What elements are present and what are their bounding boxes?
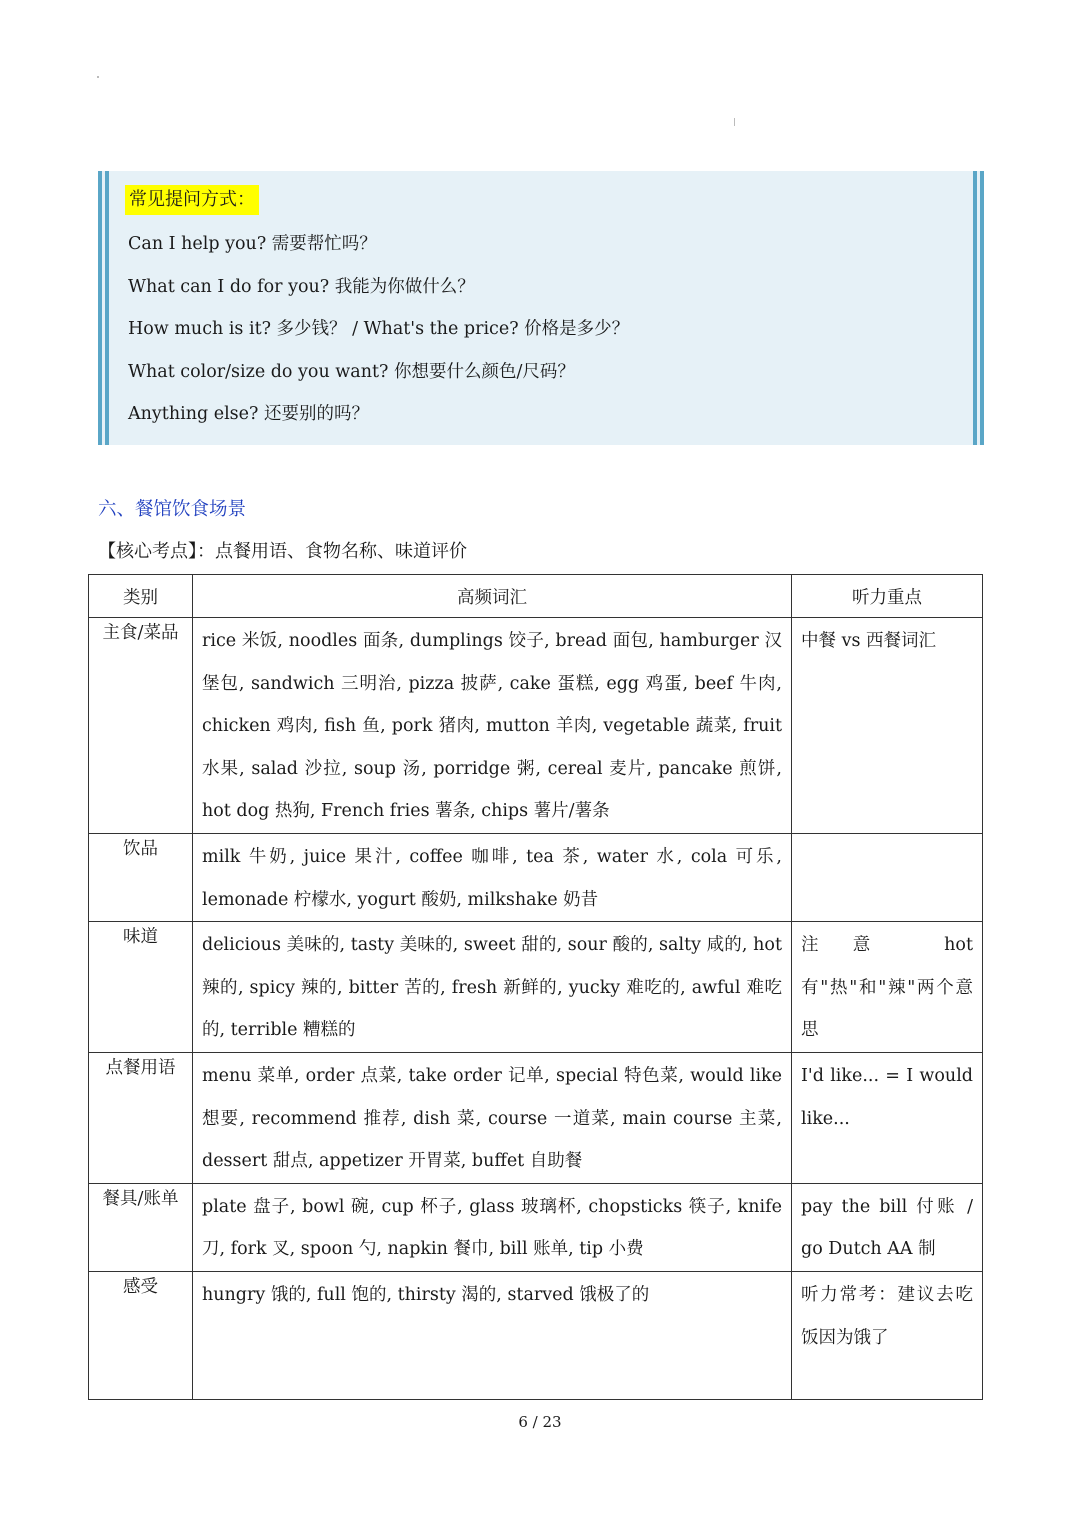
row-category: 味道	[89, 922, 193, 1053]
header-notes: 听力重点	[792, 575, 983, 618]
row-words: plate 盘子, bowl 碗, cup 杯子, glass 玻璃杯, chopsticks 筷子, knife 刀, fork 叉, spoon 勺, napkin 餐巾, bill 账单, tip 小费	[193, 1183, 792, 1271]
row-category: 主食/菜品	[89, 618, 193, 834]
row-notes: 听力常考：建议去吃饭因为饿了	[792, 1271, 983, 1399]
row-words: hungry 饿的, full 饱的, thirsty 渴的, starved 饿极了的	[193, 1271, 792, 1399]
row-category: 点餐用语	[89, 1052, 193, 1183]
row-notes: 中餐 vs 西餐词汇	[792, 618, 983, 834]
table-row	[89, 618, 983, 834]
row-category: 感受	[89, 1271, 193, 1399]
box-line: Anything else? 还要别的吗？	[128, 404, 369, 424]
row-words: rice 米饭, noodles 面条, dumplings 饺子, bread 面包, hamburger 汉堡包, sandwich 三明治, pizza 披萨, cake 蛋糕, egg 鸡蛋, beef 牛肉, chicken 鸡肉, fish 鱼, pork 猪肉, mutton 羊肉, vegetable 蔬菜, fruit 水果, salad 沙拉, soup 汤, porridge 粥, cereal 麦片, pancake 煎饼, hot dog 热狗, French fries 薯条, chips 薯片/薯条	[193, 618, 792, 834]
row-notes: I'd like... = I would like...	[792, 1052, 983, 1183]
header-words: 高频词汇	[193, 575, 792, 618]
row-category: 餐具/账单	[89, 1183, 193, 1271]
row-words: milk 牛奶, juice 果汁, coffee 咖啡, tea 茶, water 水, cola 可乐, lemonade 柠檬水, yogurt 酸奶, milkshake 奶昔	[193, 833, 792, 921]
table-header-row	[89, 575, 983, 618]
box-line: Can I help you? 需要帮忙吗？	[128, 234, 377, 254]
section-title: 六、餐馆饮食场景	[98, 499, 247, 520]
table-row	[89, 1052, 983, 1183]
row-notes	[792, 833, 983, 921]
row-words: delicious 美味的, tasty 美味的, sweet 甜的, sour 酸的, salty 咸的, hot 辣的, spicy 辣的, bitter 苦的, fresh 新鲜的, yucky 难吃的, awful 难吃的, terrible 糟糕的	[193, 922, 792, 1053]
scan-speck	[97, 76, 99, 78]
box-line: What color/size do you want? 你想要什么颜色/尺码？	[128, 362, 575, 382]
row-category: 饮品	[89, 833, 193, 921]
header-category: 类别	[89, 575, 193, 618]
row-notes: pay the bill 付账 / go Dutch AA 制	[792, 1183, 983, 1271]
box-line: What can I do for you? 我能为你做什么？	[128, 277, 475, 297]
page-number: 6 / 23	[518, 1413, 562, 1431]
table-row	[89, 833, 983, 921]
row-words: menu 菜单, order 点菜, take order 记单, special 特色菜, would like 想要, recommend 推荐, dish 菜, course 一道菜, main course 主菜, dessert 甜点, appetizer 开胃菜, buffet 自助餐	[193, 1052, 792, 1183]
table-row	[89, 1271, 983, 1399]
scan-speck	[734, 118, 735, 126]
table-row	[89, 922, 983, 1053]
box-line: How much is it? 多少钱？ / What's the price? 价格是多少？	[128, 319, 630, 339]
question-box	[98, 171, 984, 445]
vocab-table	[88, 574, 983, 1400]
core-points: 【核心考点】：点餐用语、食物名称、味道评价	[98, 541, 467, 562]
box-title: 常见提问方式：	[125, 185, 259, 215]
table-row	[89, 1183, 983, 1271]
row-notes: 注意 hot 有"热"和"辣"两个意思	[792, 922, 983, 1053]
